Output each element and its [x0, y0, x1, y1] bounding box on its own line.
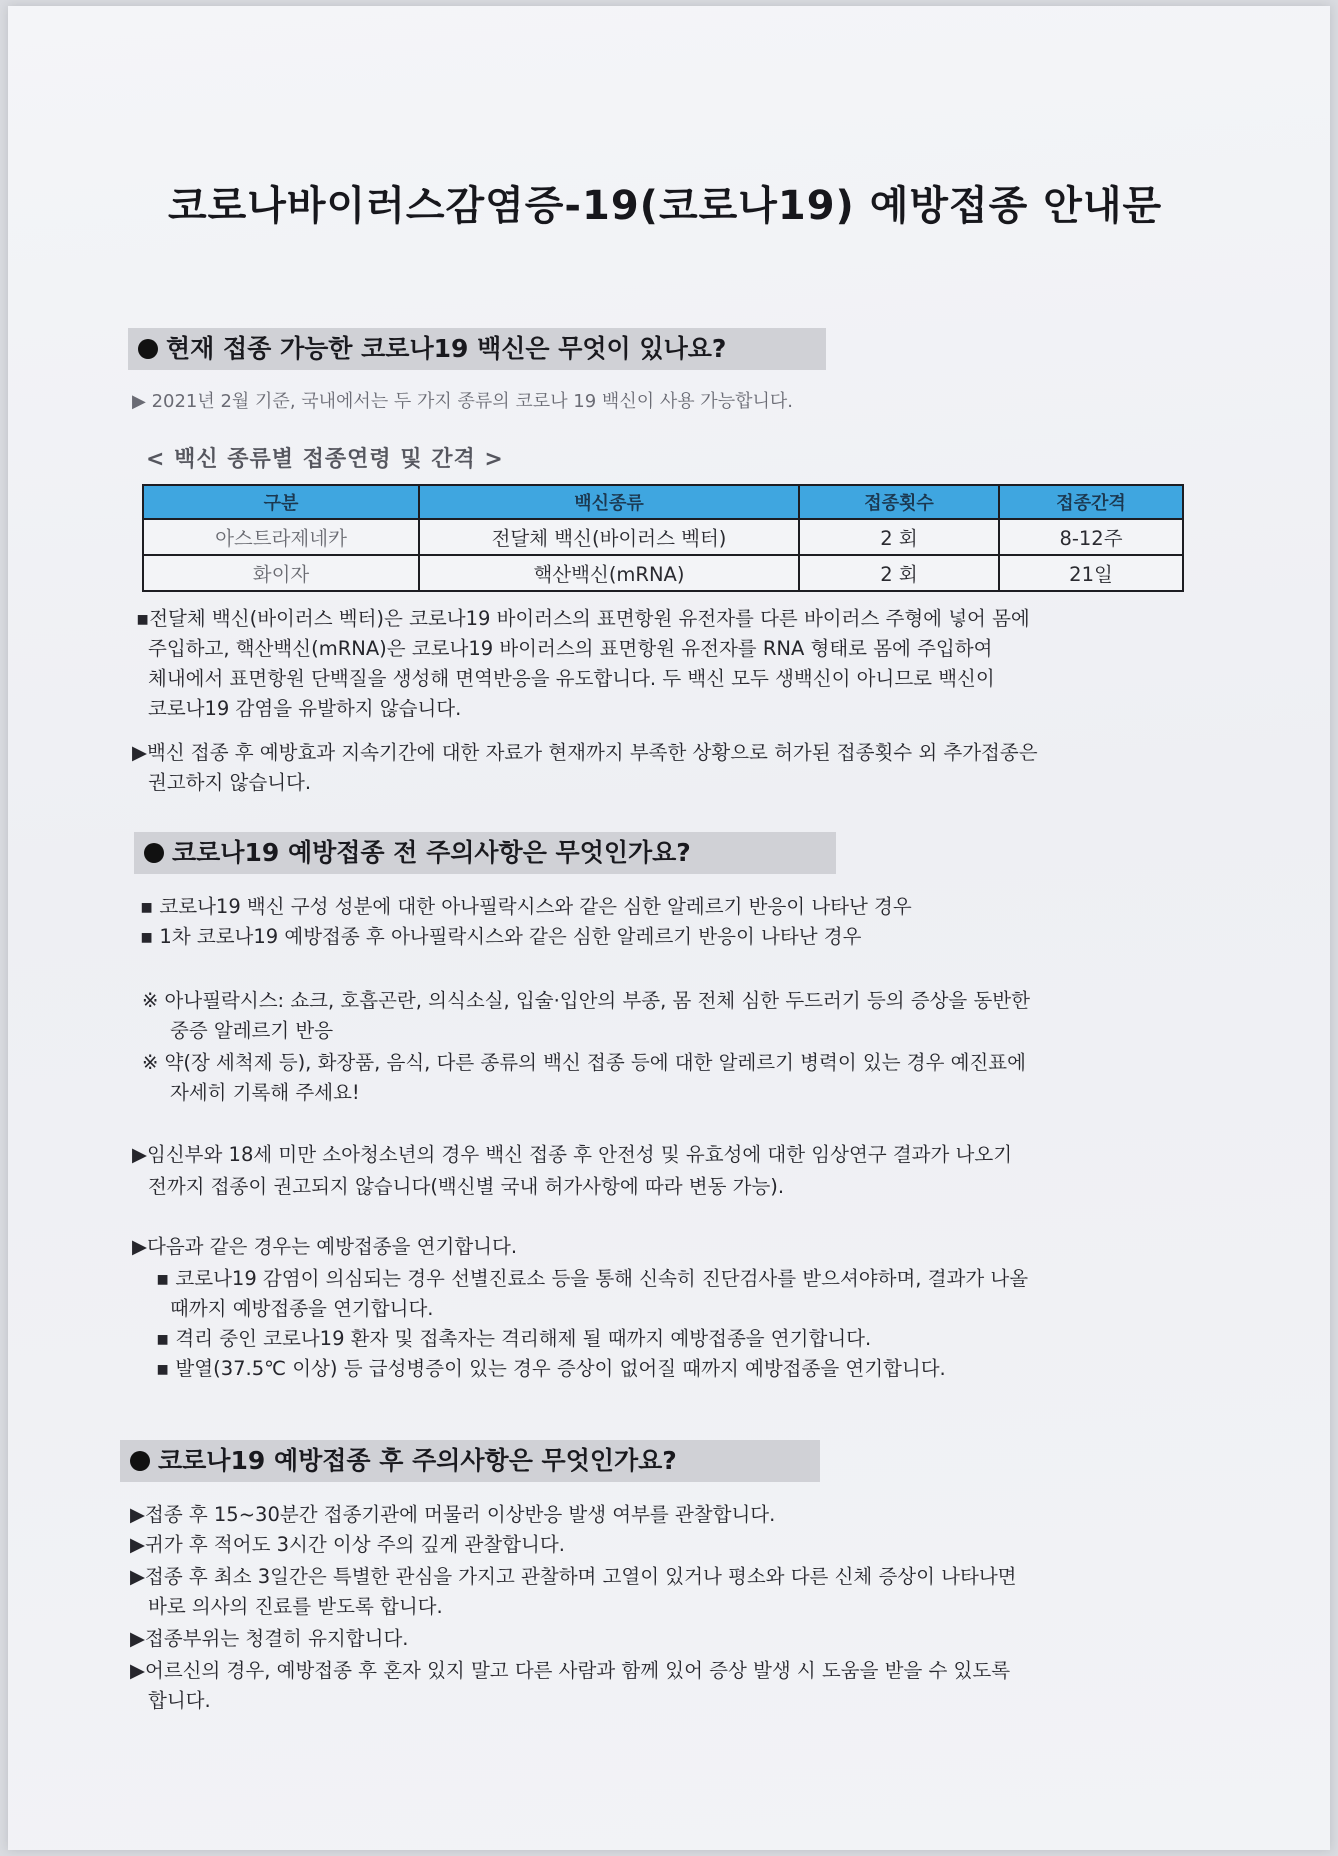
- note-line: ▪전달체 백신(바이러스 벡터)은 코로나19 바이러스의 표면항원 유전자를 다른 바이러스 주형에 넣어 몸에: [136, 607, 1030, 630]
- table-title: < 백신 종류별 접종연령 및 간격 >: [146, 447, 504, 472]
- table-cell: 2 회: [799, 555, 999, 591]
- table-cell: 핵산백신(mRNA): [419, 555, 799, 591]
- list-item: ▶접종부위는 청결히 유지합니다.: [130, 1627, 409, 1650]
- table-row: [143, 555, 1183, 591]
- bullet-dot-icon: [130, 1451, 150, 1471]
- table-row: [143, 519, 1183, 555]
- page-title: 코로나바이러스감염증-19(코로나19) 예방접종 안내문: [168, 183, 1163, 229]
- list-item: ▪ 코로나19 감염이 의심되는 경우 선별진료소 등을 통해 신속히 진단검사를 받으셔야하며, 결과가 나올: [156, 1267, 1029, 1290]
- note-line: 주입하고, 핵산백신(mRNA)은 코로나19 바이러스의 표면항원 유전자를 RNA 형태로 몸에 주입하여: [148, 637, 993, 660]
- booster-line: 권고하지 않습니다.: [148, 771, 312, 794]
- list-item: ▶접종 후 최소 3일간은 특별한 관심을 가지고 관찰하며 고열이 있거나 평소와 다른 신체 증상이 나타나면: [130, 1565, 1017, 1588]
- booster-line: ▶백신 접종 후 예방효과 지속기간에 대한 자료가 현재까지 부족한 상황으로 허가된 접종횟수 외 추가접종은: [132, 741, 1038, 764]
- pregnancy-line: 전까지 접종이 권고되지 않습니다(백신별 국내 허가사항에 따라 변동 가능).: [148, 1175, 785, 1198]
- section-heading-label: 코로나19 예방접종 후 주의사항은 무엇인가요?: [158, 1446, 677, 1475]
- list-item: ▶어르신의 경우, 예방접종 후 혼자 있지 말고 다른 사람과 함께 있어 증상 발생 시 도움을 받을 수 있도록: [130, 1659, 1011, 1682]
- document-page: [8, 6, 1330, 1850]
- list-item: ▪ 코로나19 백신 구성 성분에 대한 아나필락시스와 같은 심한 알레르기 반응이 나타난 경우: [140, 895, 912, 918]
- list-item: ▪ 발열(37.5℃ 이상) 등 급성병증이 있는 경우 증상이 없어질 때까지 예방접종을 연기합니다.: [156, 1357, 946, 1380]
- table-header: 접종횟수: [799, 485, 999, 519]
- table-header: 구분: [143, 485, 419, 519]
- vaccine-table: [142, 484, 1184, 592]
- pregnancy-line: ▶임신부와 18세 미만 소아청소년의 경우 백신 접종 후 안전성 및 유효성에 대한 임상연구 결과가 나오기: [132, 1143, 1013, 1166]
- section-heading-vaccines: [128, 328, 826, 370]
- table-header: 접종간격: [999, 485, 1183, 519]
- table-cell: 전달체 백신(바이러스 벡터): [419, 519, 799, 555]
- postpone-intro: ▶다음과 같은 경우는 예방접종을 연기합니다.: [132, 1235, 518, 1258]
- list-item: ▪ 1차 코로나19 예방접종 후 아나필락시스와 같은 심한 알레르기 반응이 나타난 경우: [140, 925, 862, 948]
- list-item: ▪ 격리 중인 코로나19 환자 및 접촉자는 격리해제 될 때까지 예방접종을 연기합니다.: [156, 1327, 872, 1350]
- note-line: 코로나19 감염을 유발하지 않습니다.: [148, 697, 462, 720]
- table-header-row: [143, 485, 1183, 519]
- table-cell: 8-12주: [999, 519, 1183, 555]
- list-item: ▶접종 후 15~30분간 접종기관에 머물러 이상반응 발생 여부를 관찰합니다.: [130, 1503, 776, 1526]
- table-header: 백신종류: [419, 485, 799, 519]
- list-item: 바로 의사의 진료를 받도록 합니다.: [148, 1595, 443, 1618]
- note-line: 자세히 기록해 주세요!: [170, 1081, 360, 1104]
- section-heading-label: 현재 접종 가능한 코로나19 백신은 무엇이 있나요?: [166, 334, 727, 363]
- table-cell: 21일: [999, 555, 1183, 591]
- list-item: ▶귀가 후 적어도 3시간 이상 주의 깊게 관찰합니다.: [130, 1533, 565, 1556]
- section-heading-after: [120, 1440, 820, 1482]
- note-line: 체내에서 표면항원 단백질을 생성해 면역반응을 유도합니다. 두 백신 모두 생백신이 아니므로 백신이: [148, 667, 995, 690]
- note-line: ※ 약(장 세척제 등), 화장품, 음식, 다른 종류의 백신 접종 등에 대한 알레르기 병력이 있는 경우 예진표에: [142, 1051, 1026, 1074]
- table-cell: 2 회: [799, 519, 999, 555]
- list-item: 때까지 예방접종을 연기합니다.: [170, 1297, 434, 1320]
- section-heading-before: [134, 832, 836, 874]
- list-item: 합니다.: [148, 1689, 211, 1712]
- table-cell: 아스트라제네카: [143, 519, 419, 555]
- table-cell: 화이자: [143, 555, 419, 591]
- section-heading-label: 코로나19 예방접종 전 주의사항은 무엇인가요?: [172, 838, 691, 867]
- intro-text: ▶ 2021년 2월 기준, 국내에서는 두 가지 종류의 코로나 19 백신이 사용 가능합니다.: [132, 391, 793, 412]
- bullet-dot-icon: [138, 339, 158, 359]
- bullet-dot-icon: [144, 843, 164, 863]
- note-line: ※ 아나필락시스: 쇼크, 호흡곤란, 의식소실, 입술·입안의 부종, 몸 전체 심한 두드러기 등의 증상을 동반한: [142, 989, 1030, 1012]
- note-line: 중증 알레르기 반응: [170, 1019, 334, 1042]
